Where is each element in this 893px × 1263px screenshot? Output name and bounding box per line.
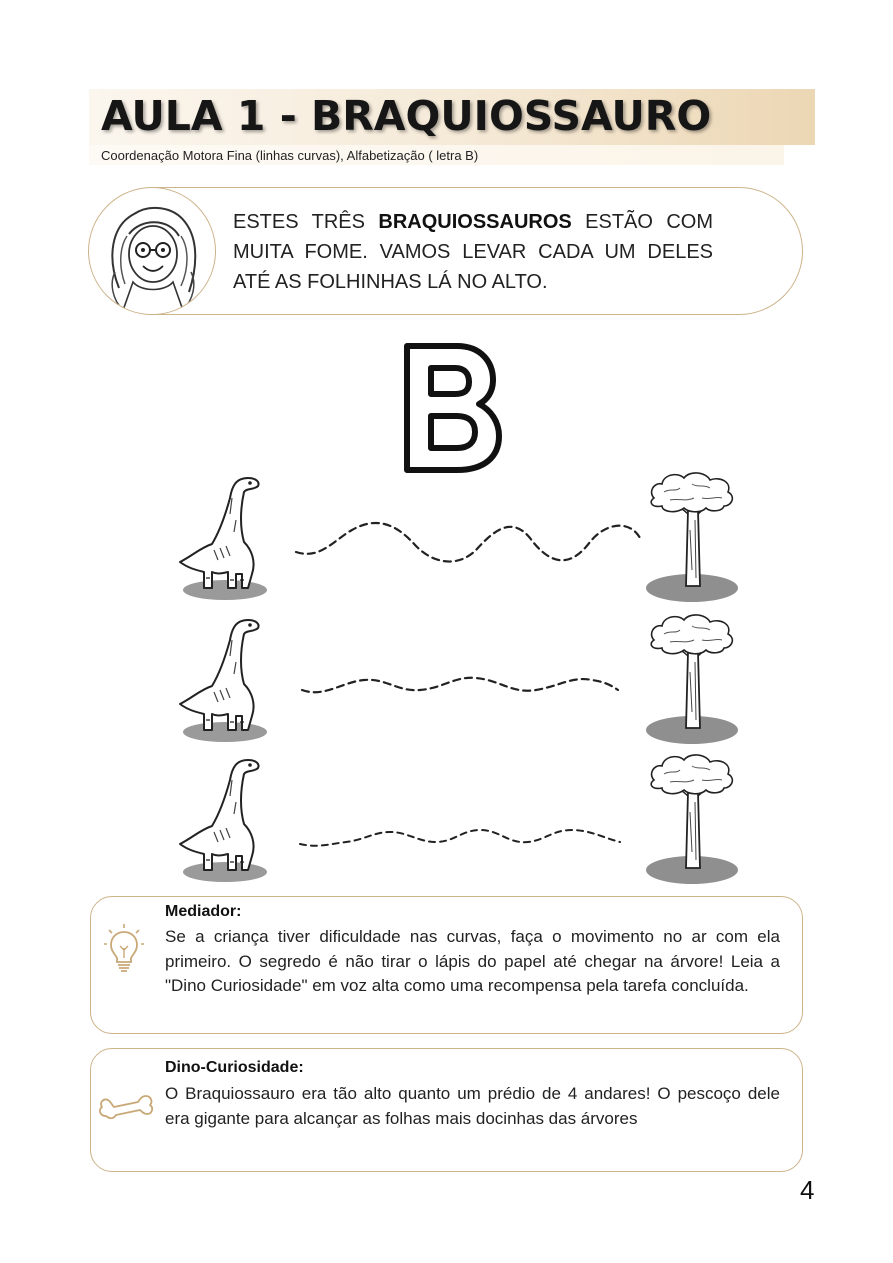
dashed-trace-path[interactable] — [290, 470, 650, 600]
trace-row-1 — [0, 470, 893, 610]
brachiosaurus-icon — [170, 752, 280, 887]
trace-row-2 — [0, 612, 893, 752]
intro-text-end: ESTÃO COM MUITA FOME. VAMOS LEVAR CADA UM DELES ATÉ AS FOLHINHAS LÁ NO ALTO. — [233, 211, 713, 293]
intro-instructions — [233, 207, 713, 297]
teacher-avatar-icon — [88, 187, 216, 315]
intro-text-start: ESTES TRÊS — [233, 211, 379, 233]
curiosity-title: Dino-Curiosidade: — [165, 1059, 304, 1076]
trace-row-3 — [0, 752, 893, 892]
intro-text-bold: BRAQUIOSSAUROS — [378, 211, 572, 233]
brachiosaurus-icon — [170, 612, 280, 747]
page-title: AULA 1 - BRAQUIOSSAURO — [101, 92, 712, 140]
tree-icon — [640, 752, 745, 887]
mediator-title: Mediador: — [165, 903, 242, 920]
dashed-trace-path[interactable] — [290, 612, 650, 742]
bone-icon — [96, 1094, 156, 1132]
page-subtitle: Coordenação Motora Fina (linhas curvas), Alfabetização ( letra B) — [101, 148, 479, 163]
brachiosaurus-icon — [170, 470, 280, 605]
lightbulb-icon — [103, 922, 145, 978]
mediator-body: Se a criança tiver dificuldade nas curvas, faça o movimento no ar com ela primeiro. O segredo é não tirar o lápis do papel até chegar na árvore! Leia a "Dino Curiosidade" em voz alta como uma recompensa pela tarefa concluída. — [165, 927, 780, 995]
tree-icon — [640, 470, 745, 605]
tree-icon — [640, 612, 745, 747]
dashed-trace-path[interactable] — [290, 752, 650, 882]
curiosity-body: O Braquiossauro era tão alto quanto um prédio de 4 andares! O pescoço dele era gigante para alcançar as folhas mais docinhas das árvores — [165, 1084, 780, 1128]
page-number: 4 — [800, 1175, 815, 1205]
letter-b-outline — [395, 338, 505, 478]
